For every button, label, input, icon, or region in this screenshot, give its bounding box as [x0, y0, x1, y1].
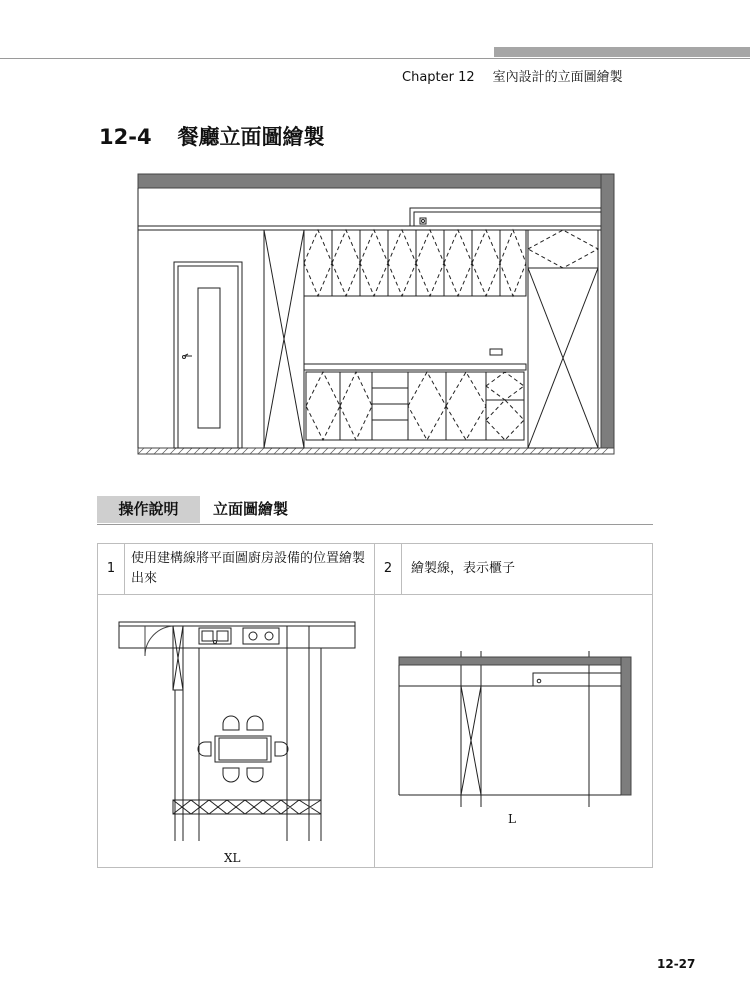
section-title: 餐廳立面圖繪製 — [177, 125, 325, 149]
step-2-number: 2 — [383, 561, 393, 576]
header-accent-bar — [494, 47, 750, 57]
operation-header — [97, 496, 653, 525]
operation-label: 操作說明 — [97, 496, 200, 523]
chapter-number: Chapter 12 — [402, 70, 475, 85]
table-cell-divider — [124, 544, 125, 594]
floor-plan-figure — [115, 616, 359, 848]
step-2-figure-label: L — [508, 812, 516, 826]
chapter-header — [402, 66, 623, 85]
steps-table — [97, 543, 653, 868]
step-1-number: 1 — [106, 561, 116, 576]
wall-construction-figure — [397, 651, 633, 811]
elevation-drawing — [136, 166, 624, 462]
table-row-divider — [98, 594, 652, 595]
chapter-title: 室內設計的立面圖繪製 — [492, 70, 623, 85]
table-cell-divider — [401, 544, 402, 594]
step-1-figure-label: XL — [224, 851, 241, 865]
section-number: 12-4 — [99, 125, 152, 149]
operation-title: 立面圖繪製 — [213, 500, 289, 518]
step-2-text: 繪製線，表示櫃子 — [411, 561, 516, 576]
page-number: 12-27 — [657, 957, 696, 971]
section-heading — [99, 121, 325, 151]
step-1-text: 使用建構線將平面圖廚房設備的位置繪製出來 — [131, 551, 366, 586]
header-rule — [0, 58, 750, 59]
